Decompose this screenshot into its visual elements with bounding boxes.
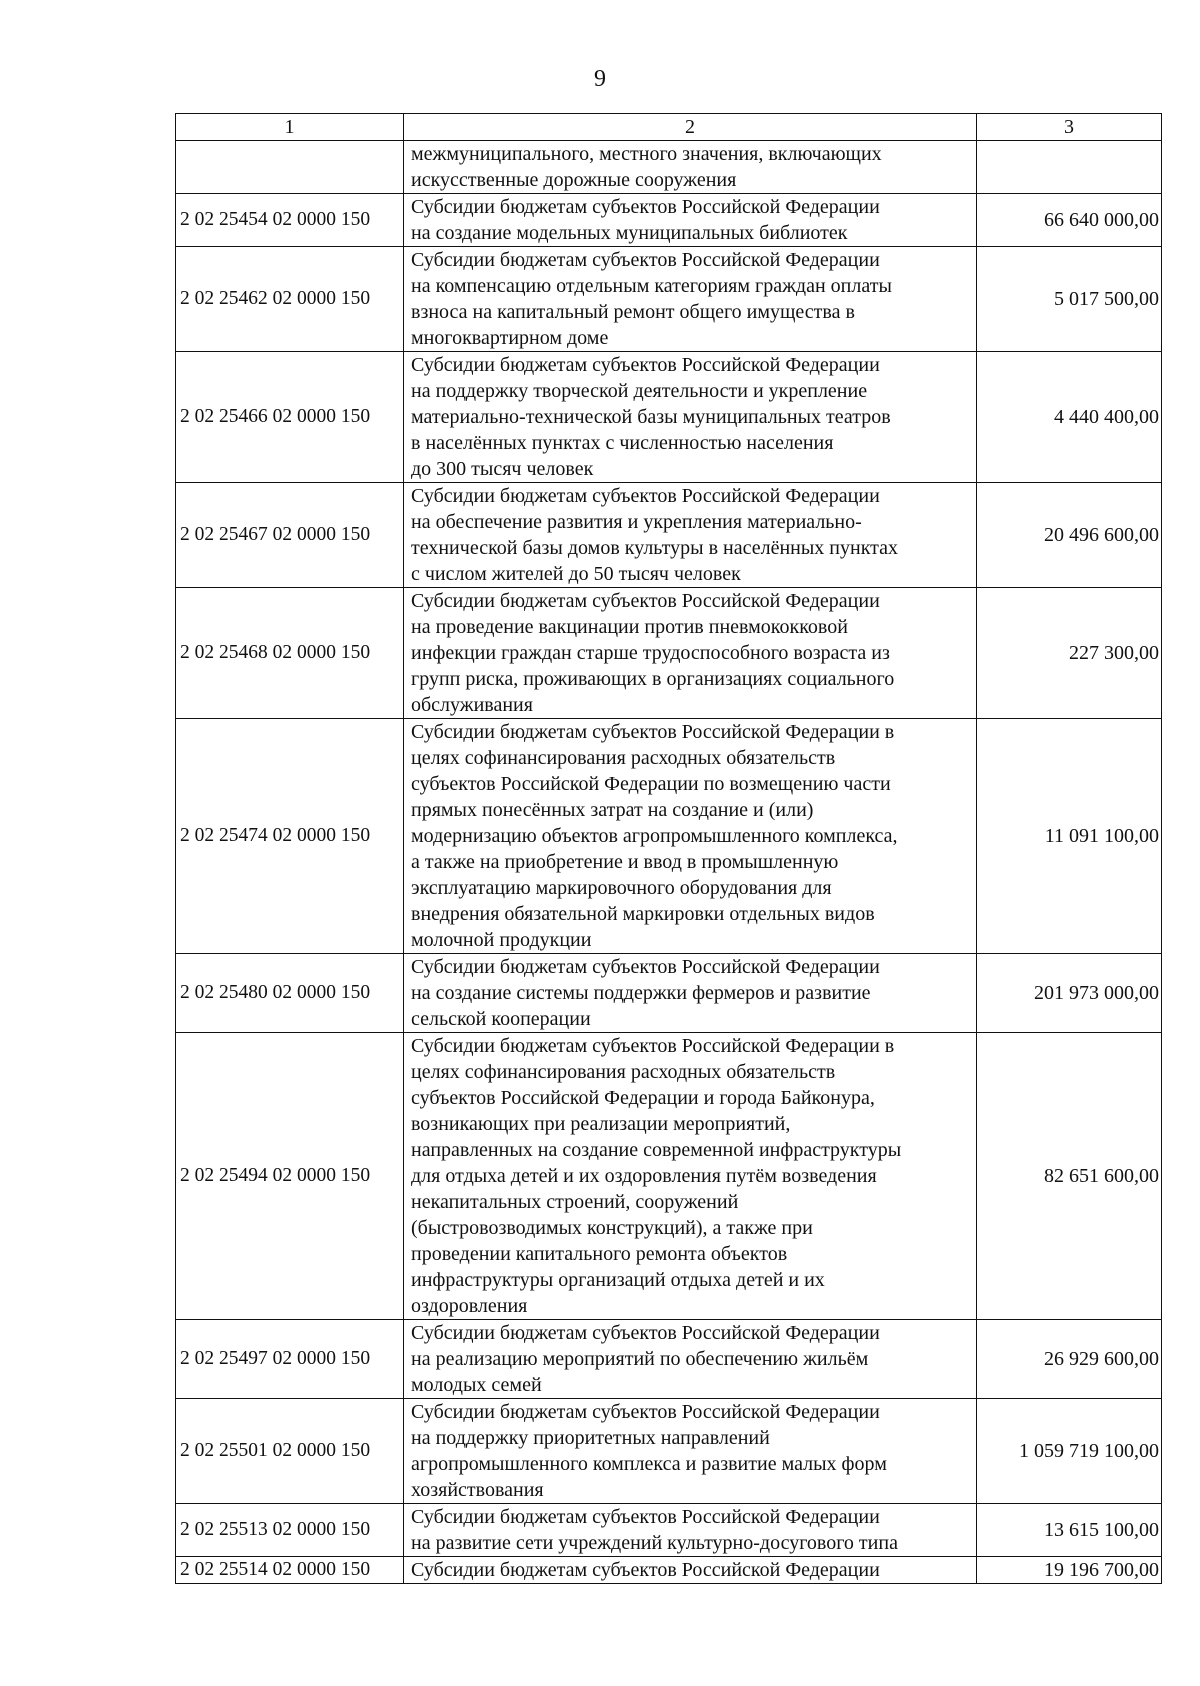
description-cell: [404, 719, 977, 954]
amount-cell: 66 640 000,00: [977, 194, 1162, 247]
table-row: [176, 1033, 1162, 1320]
table-row: [176, 1320, 1162, 1399]
description-line: (быстровозводимых конструкций), а также при: [411, 1217, 813, 1239]
budget-code-cell: 2 02 25468 02 0000 150: [176, 588, 404, 719]
budget-code-cell: 2 02 25480 02 0000 150: [176, 954, 404, 1033]
amount-cell: 82 651 600,00: [977, 1033, 1162, 1320]
description-cell: [404, 247, 977, 352]
table-row: [176, 1557, 1162, 1584]
description-line: молодых семей: [411, 1374, 542, 1396]
header-row: [176, 114, 1162, 141]
amount-cell: [977, 141, 1162, 194]
description-cell: [404, 1557, 977, 1584]
amount-cell: 11 091 100,00: [977, 719, 1162, 954]
description-line: целях софинансирования расходных обязательств: [411, 747, 836, 769]
table-row: [176, 588, 1162, 719]
description-line: на поддержку творческой деятельности и укрепление: [411, 380, 868, 402]
amount-cell: 19 196 700,00: [977, 1557, 1162, 1584]
amount-cell: 20 496 600,00: [977, 483, 1162, 588]
description-line: Субсидии бюджетам субъектов Российской Федерации: [411, 354, 880, 376]
budget-code-cell: 2 02 25494 02 0000 150: [176, 1033, 404, 1320]
table-row: [176, 247, 1162, 352]
description-line: на поддержку приоритетных направлений: [411, 1427, 770, 1449]
description-cell: [404, 483, 977, 588]
budget-code-cell: [176, 141, 404, 194]
amount-cell: 26 929 600,00: [977, 1320, 1162, 1399]
description-line: Субсидии бюджетам субъектов Российской Федерации: [411, 485, 880, 507]
description-line: технической базы домов культуры в населённых пунктах: [411, 537, 899, 559]
description-line: на реализацию мероприятий по обеспечению жильём: [411, 1348, 869, 1370]
description-line: с числом жителей до 50 тысяч человек: [411, 563, 741, 585]
budget-code-cell: 2 02 25501 02 0000 150: [176, 1399, 404, 1504]
description-cell: [404, 352, 977, 483]
amount-cell: 4 440 400,00: [977, 352, 1162, 483]
table-row: [176, 1504, 1162, 1557]
description-line: Субсидии бюджетам субъектов Российской Федерации: [411, 1506, 880, 1528]
description-line: субъектов Российской Федерации по возмещению части: [411, 773, 891, 795]
description-line: на компенсацию отдельным категориям граждан оплаты: [411, 275, 892, 297]
description-line: инфекции граждан старше трудоспособного возраста из: [411, 642, 890, 664]
description-line: Субсидии бюджетам субъектов Российской Федерации в: [411, 721, 895, 743]
description-line: Субсидии бюджетам субъектов Российской Федерации: [411, 1322, 880, 1344]
description-line: межмуниципального, местного значения, включающих: [411, 143, 882, 165]
budget-code-cell: 2 02 25474 02 0000 150: [176, 719, 404, 954]
budget-table: [175, 113, 1162, 1584]
description-line: Субсидии бюджетам субъектов Российской Федерации: [411, 590, 880, 612]
description-cell: [404, 1033, 977, 1320]
column-header-description: 2: [404, 114, 977, 141]
description-line: Субсидии бюджетам субъектов Российской Федерации: [411, 249, 880, 271]
table-row: [176, 1399, 1162, 1504]
description-line: направленных на создание современной инфраструктуры: [411, 1139, 902, 1161]
table-row: [176, 483, 1162, 588]
description-line: на обеспечение развития и укрепления материально-: [411, 511, 862, 533]
description-line: искусственные дорожные сооружения: [411, 169, 737, 191]
description-line: сельской кооперации: [411, 1008, 591, 1030]
budget-code-cell: 2 02 25467 02 0000 150: [176, 483, 404, 588]
budget-code-cell: 2 02 25497 02 0000 150: [176, 1320, 404, 1399]
description-line: на проведение вакцинации против пневмококковой: [411, 616, 848, 638]
description-line: некапитальных строений, сооружений: [411, 1191, 739, 1213]
column-header-code: 1: [176, 114, 404, 141]
description-line: оздоровления: [411, 1295, 528, 1317]
description-line: в населённых пунктах с численностью населения: [411, 432, 834, 454]
description-line: на развитие сети учреждений культурно-досугового типа: [411, 1532, 898, 1554]
amount-cell: 1 059 719 100,00: [977, 1399, 1162, 1504]
description-cell: [404, 1399, 977, 1504]
description-cell: [404, 194, 977, 247]
budget-code-cell: 2 02 25466 02 0000 150: [176, 352, 404, 483]
description-line: агропромышленного комплекса и развитие малых форм: [411, 1453, 887, 1475]
description-line: обслуживания: [411, 694, 533, 716]
description-line: внедрения обязательной маркировки отдельных видов: [411, 903, 875, 925]
description-line: на создание модельных муниципальных библиотек: [411, 222, 848, 244]
description-line: групп риска, проживающих в организациях социального: [411, 668, 895, 690]
description-line: эксплуатацию маркировочного оборудования для: [411, 877, 832, 899]
description-cell: [404, 1320, 977, 1399]
page-number: 9: [594, 66, 606, 92]
description-line: взноса на капитальный ремонт общего имущества в: [411, 301, 855, 323]
description-line: для отдыха детей и их оздоровления путём возведения: [411, 1165, 877, 1187]
description-line: материально-технической базы муниципальных театров: [411, 406, 891, 428]
description-line: субъектов Российской Федерации и города Байконура,: [411, 1087, 875, 1109]
budget-code-cell: 2 02 25513 02 0000 150: [176, 1504, 404, 1557]
table-body: [176, 114, 1162, 1584]
table-row: [176, 352, 1162, 483]
description-line: Субсидии бюджетам субъектов Российской Федерации: [411, 1401, 880, 1423]
description-line: возникающих при реализации мероприятий,: [411, 1113, 791, 1135]
table-row: [176, 719, 1162, 954]
amount-cell: 13 615 100,00: [977, 1504, 1162, 1557]
description-line: Субсидии бюджетам субъектов Российской Федерации: [411, 956, 880, 978]
description-line: инфраструктуры организаций отдыха детей и их: [411, 1269, 825, 1291]
description-cell: [404, 141, 977, 194]
budget-code-cell: 2 02 25454 02 0000 150: [176, 194, 404, 247]
description-cell: [404, 588, 977, 719]
description-line: многоквартирном доме: [411, 327, 609, 349]
continuation-row: [176, 141, 1162, 194]
amount-cell: 5 017 500,00: [977, 247, 1162, 352]
budget-code-cell: 2 02 25514 02 0000 150: [176, 1557, 404, 1584]
description-line: Субсидии бюджетам субъектов Российской Федерации: [411, 196, 880, 218]
table-row: [176, 194, 1162, 247]
description-cell: [404, 1504, 977, 1557]
amount-cell: 227 300,00: [977, 588, 1162, 719]
description-cell: [404, 954, 977, 1033]
description-line: на создание системы поддержки фермеров и развитие: [411, 982, 871, 1004]
description-line: целях софинансирования расходных обязательств: [411, 1061, 836, 1083]
table-row: [176, 954, 1162, 1033]
description-line: модернизацию объектов агропромышленного комплекса,: [411, 825, 898, 847]
amount-cell: 201 973 000,00: [977, 954, 1162, 1033]
description-line: хозяйствования: [411, 1479, 544, 1501]
description-line: Субсидии бюджетам субъектов Российской Федерации: [411, 1559, 880, 1581]
description-line: проведении капитального ремонта объектов: [411, 1243, 788, 1265]
column-header-amount: 3: [977, 114, 1162, 141]
description-line: а также на приобретение и ввод в промышленную: [411, 851, 839, 873]
budget-code-cell: 2 02 25462 02 0000 150: [176, 247, 404, 352]
description-line: Субсидии бюджетам субъектов Российской Федерации в: [411, 1035, 895, 1057]
description-line: молочной продукции: [411, 929, 592, 951]
description-line: до 300 тысяч человек: [411, 458, 594, 480]
description-line: прямых понесённых затрат на создание и (или): [411, 799, 814, 821]
